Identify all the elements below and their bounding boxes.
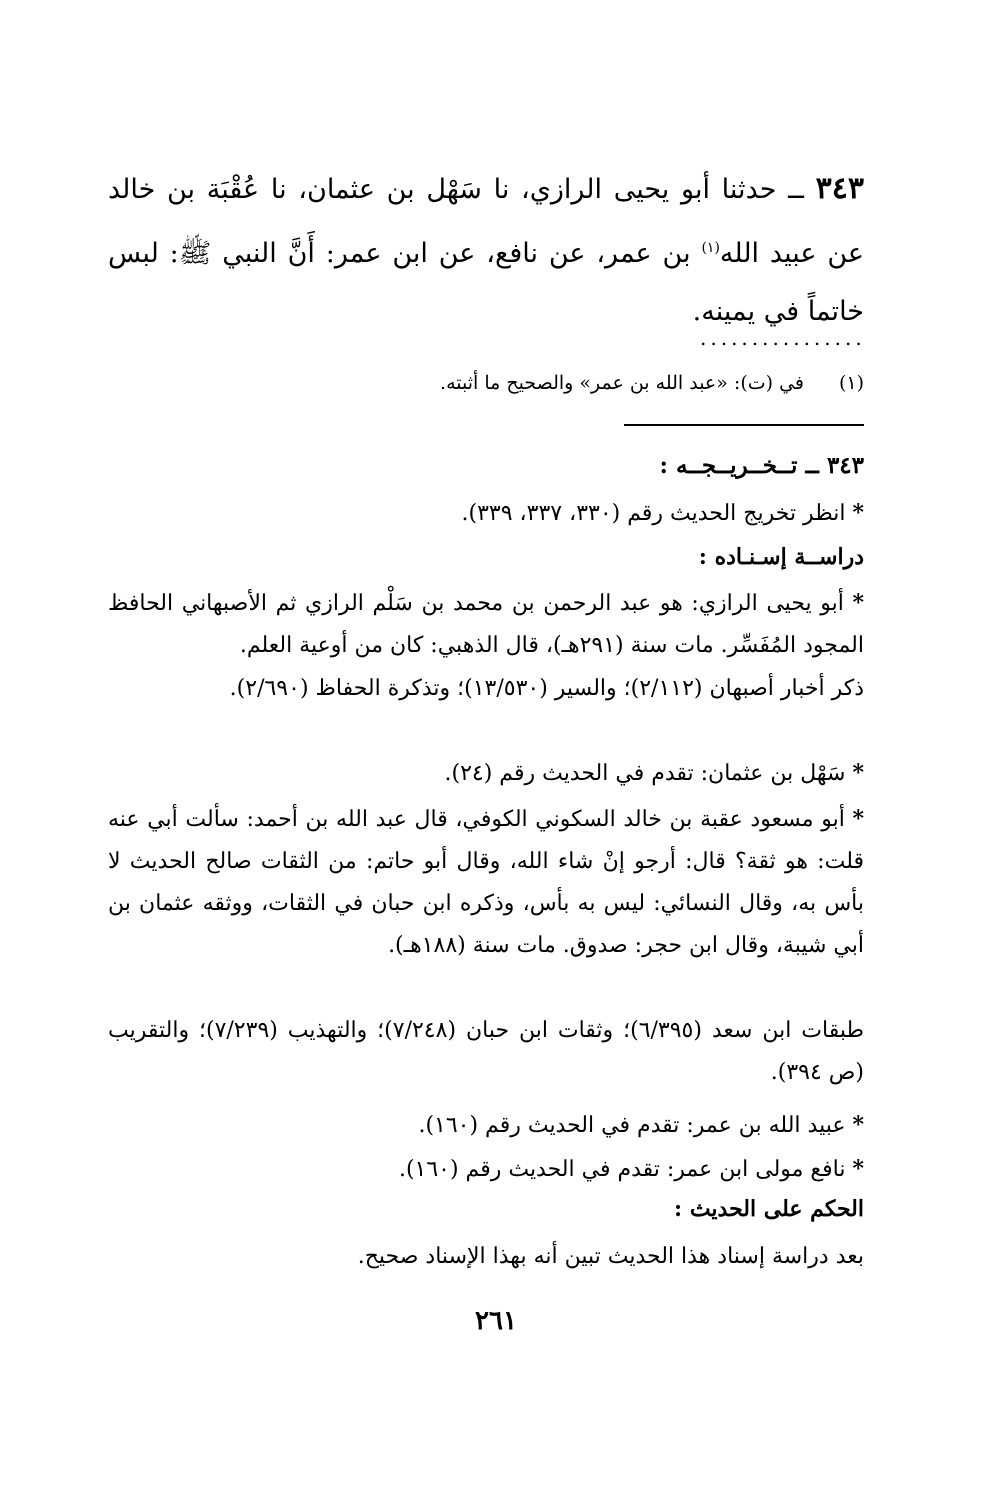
narrator-3-references: طبقات ابن سعد (٦/٣٩٥)؛ وثقات ابن حبان (٧/٢٤٨)؛ والتهذيب (٧/٢٣٩)؛ والتقريب (ص ٣٩٤). xyxy=(108,1018,864,1085)
narrator-4-text: عبيد الله بن عمر: تقدم في الحديث رقم (١٦٠). xyxy=(418,1113,846,1138)
bullet-star: * xyxy=(852,806,864,832)
bullet-star: * xyxy=(852,1112,864,1138)
narrator-1 xyxy=(108,582,864,667)
bullet-star: * xyxy=(852,590,864,616)
takhrij-text: انظر تخريج الحديث رقم (٣٣٠، ٣٣٧، ٣٣٩). xyxy=(461,501,846,526)
narrator-3 xyxy=(108,798,864,967)
section-divider xyxy=(624,424,864,426)
narrator-2 xyxy=(108,752,864,795)
page-number: ٢٦١ xyxy=(475,1306,517,1336)
takhrij-heading: ٣٤٣ ــ تــخــريــجــه : xyxy=(659,452,864,479)
hadith-text xyxy=(108,160,864,341)
footnote-separator-dots: ................ xyxy=(700,326,866,350)
narrator-2-text: سَهْل بن عثمان: تقدم في الحديث رقم (٢٤). xyxy=(444,761,846,786)
bullet-star: * xyxy=(852,760,864,786)
hadith-text-part2: بن عمر، عن نافع، عن ابن عمر: أَنَّ النبي ﷺ: لبس خاتماً في يمينه. xyxy=(108,238,864,327)
footnote-marker: (١) xyxy=(701,240,720,256)
hukm-text: بعد دراسة إسناد هذا الحديث تبين أنه بهذا الإسناد صحيح. xyxy=(357,1244,864,1269)
narrator-4 xyxy=(108,1104,864,1147)
hadith-number: ٣٤٣ xyxy=(815,171,864,206)
bullet-star: * xyxy=(852,1156,864,1182)
bullet-star: * xyxy=(852,500,864,526)
narrator-1-references: ذكر أخبار أصبهان (٢/١١٢)؛ والسير (١٣/٥٣٠)؛ وتذكرة الحفاظ (٢/٦٩٠). xyxy=(229,676,864,701)
footnote xyxy=(380,368,864,398)
takhrij-line xyxy=(108,492,864,535)
narrator-5-text: نافع مولى ابن عمر: تقدم في الحديث رقم (١٦٠). xyxy=(398,1157,846,1182)
footnote-number: (١) xyxy=(838,372,864,394)
dirasa-heading: دراســة إسـنـاده : xyxy=(698,544,864,570)
narrator-5 xyxy=(108,1148,864,1191)
narrator-3-text: أبو مسعود عقبة بن خالد السكوني الكوفي، قال عبد الله بن أحمد: سألت أبي عنه قلت: هو ثقة؟ قال: أرجو إنْ شاء الله، وقال أبو حاتم: من الثقات صالح الحديث لا بأس به، وقال النسائي: ليس به بأس، وذكره ابن حبان في الثقات، ووثقه عثمان بن أبي شيبة، وقال ابن حجر: صدوق. مات سنة (١٨٨هـ). xyxy=(108,807,864,958)
footnote-text: في (ت): «عبد الله بن عمر» والصحيح ما أثبته. xyxy=(440,372,804,394)
hukm-heading: الحكم على الحديث : xyxy=(674,1196,864,1222)
narrator-1-text: أبو يحيى الرازي: هو عبد الرحمن بن محمد بن سَلْم الرازي ثم الأصبهاني الحافظ المجود المُفَسِّر. مات سنة (٢٩١هـ)، قال الذهبي: كان من أوعية العلم. xyxy=(108,591,864,658)
hadith-text-part1: ــ حدثنا أبو يحيى الرازي، نا سَهْل بن عثمان، نا عُقْبَة بن خالد عن عبيد الله xyxy=(108,174,864,269)
